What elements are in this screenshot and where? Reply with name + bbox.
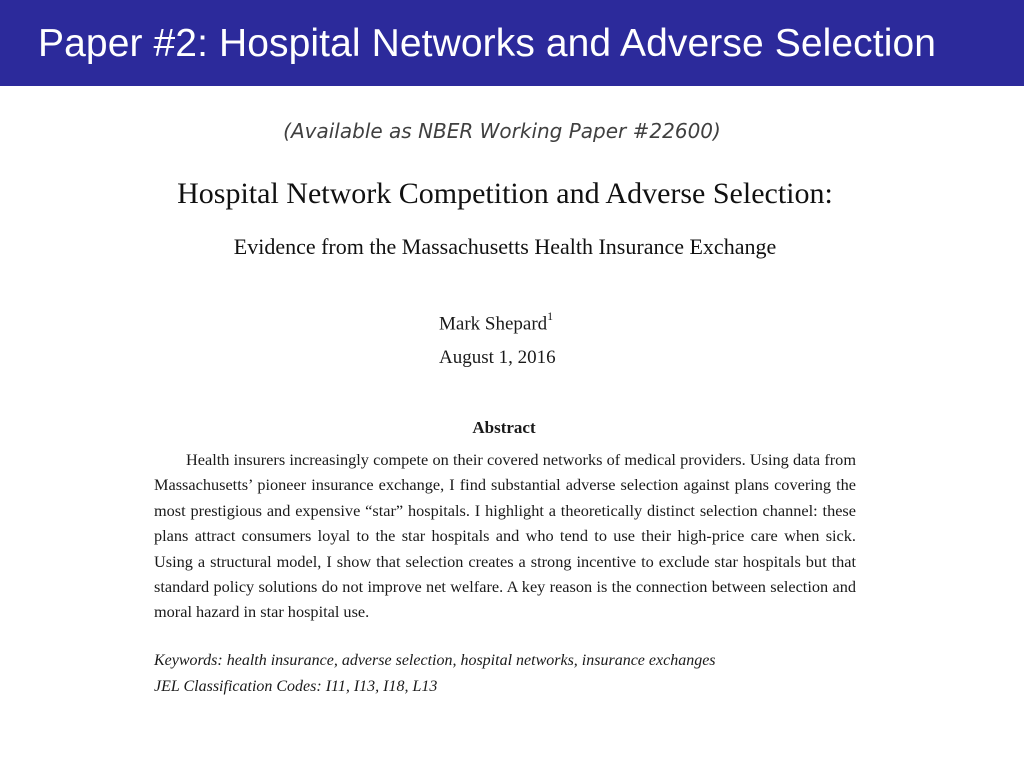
paper-author	[439, 311, 553, 335]
abstract-heading: Abstract	[472, 418, 536, 437]
jel-codes: JEL Classification Codes: I11, I13, I18, L13	[154, 678, 438, 695]
slide-title: Paper #2: Hospital Networks and Adverse Selection	[38, 22, 937, 65]
abstract-body: Health insurers increasingly compete on their covered networks of medical providers. Using data from Massachusetts’ pioneer insurance exchange, I find substantial adverse selection against plans covering the most prestigious and expensive “star” hospitals. I highlight a theoretically distinct selection channel: these plans attract consumers loyal to the star hospitals and who tend to use their high-price care when sick. Using a structural model, I show that selection creates a strong incentive to exclude star hospitals but that standard policy solutions do not improve net welfare. A key reason is the connection between selection and moral hazard in star hospital use.	[154, 450, 856, 622]
author-footnote-marker: 1	[547, 309, 554, 323]
paper-keywords: Keywords: health insurance, adverse selection, hospital networks, insurance exchanges	[154, 652, 716, 669]
author-name: Mark Shepard	[439, 313, 548, 335]
paper-title: Hospital Network Competition and Adverse Selection:	[177, 177, 833, 210]
slide-title-bar	[0, 0, 1024, 86]
availability-note: (Available as NBER Working Paper #22600)	[283, 119, 721, 143]
paper-subtitle: Evidence from the Massachusetts Health Insurance Exchange	[233, 234, 777, 259]
paper-date: August 1, 2016	[439, 347, 556, 368]
